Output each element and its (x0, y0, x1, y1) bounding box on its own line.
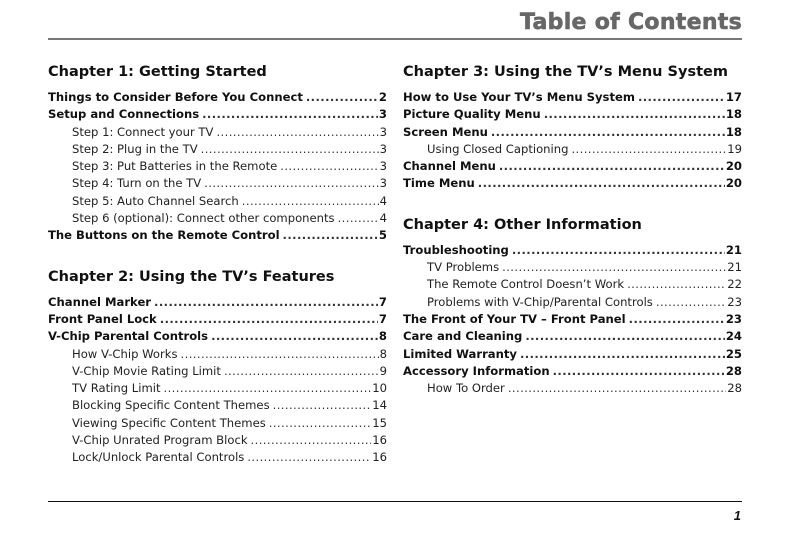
toc-entry-page: 3 (378, 107, 387, 122)
toc-entry[interactable] (403, 175, 742, 192)
toc-entry-title: How to Use Your TV’s Menu System (403, 90, 635, 104)
toc-entry[interactable] (48, 227, 387, 244)
toc-entry-title: Step 5: Auto Channel Search (72, 193, 239, 208)
dot-leader (269, 415, 371, 432)
dot-leader (154, 294, 378, 311)
toc-entry-page: 28 (727, 381, 742, 396)
dot-leader (306, 89, 378, 106)
toc-entry-page: 19 (727, 141, 742, 156)
toc-entry-title: Troubleshooting (403, 242, 509, 257)
dot-leader (181, 346, 379, 363)
toc-entry-title: Care and Cleaning (403, 329, 523, 344)
dot-leader (211, 328, 378, 345)
toc-entry-title: The Buttons on the Remote Control (48, 228, 280, 243)
toc-entry-page: 10 (372, 381, 387, 396)
toc-entry-title: Setup and Connections (48, 107, 200, 122)
toc-entry-page: 15 (372, 415, 387, 430)
toc-entry-page: 23 (725, 311, 742, 326)
toc-entry-title: The Front of Your TV – Front Panel (403, 311, 626, 326)
toc-entry-title: V-Chip Parental Controls (48, 329, 209, 344)
dot-leader (204, 175, 378, 192)
toc-entry-page: 21 (727, 260, 742, 275)
toc-entry[interactable] (48, 89, 387, 106)
dot-leader (280, 158, 378, 175)
toc-entry-page: 20 (725, 159, 742, 174)
toc-entry-page: 28 (725, 363, 742, 378)
chapter-section (48, 62, 387, 245)
toc-entry-page: 3 (379, 159, 387, 174)
dot-leader (251, 432, 372, 449)
toc-subentry[interactable] (403, 276, 742, 293)
toc-entry-page: 4 (379, 193, 387, 208)
toc-entry[interactable] (48, 328, 387, 345)
dot-leader (283, 227, 378, 244)
toc-entry-page: 2 (378, 90, 387, 104)
page-number: 1 (733, 508, 741, 523)
toc-subentry[interactable] (48, 175, 387, 192)
dot-leader (499, 158, 725, 175)
dot-leader (160, 311, 378, 328)
toc-entry-title: Lock/Unlock Parental Controls (72, 450, 245, 465)
toc-subentry[interactable] (48, 363, 387, 380)
toc-entry-title: V-Chip Movie Rating Limit (72, 363, 221, 378)
toc-entry-title: Accessory Information (403, 363, 550, 378)
toc-entry-title: Channel Menu (403, 159, 496, 174)
toc-entry-page: 16 (372, 450, 387, 465)
toc-entry[interactable] (48, 294, 387, 311)
toc-subentry[interactable] (48, 124, 387, 141)
toc-entry-page: 20 (725, 176, 742, 191)
dot-leader (202, 106, 378, 123)
toc-entry-title: Channel Marker (48, 294, 152, 309)
footer-divider (48, 501, 742, 502)
dot-leader (629, 311, 725, 328)
toc-entry-page: 7 (378, 294, 387, 309)
dot-leader (638, 89, 725, 106)
toc-subentry[interactable] (403, 380, 742, 397)
toc-entry-list (48, 294, 387, 467)
toc-entry-page: 25 (725, 346, 742, 361)
toc-entry-title: Step 2: Plug in the TV (72, 141, 198, 156)
dot-leader (571, 141, 726, 158)
toc-entry-title: How To Order (427, 381, 505, 396)
dot-leader (525, 328, 725, 345)
toc-entry-page: 9 (379, 363, 387, 378)
toc-subentry[interactable] (48, 432, 387, 449)
toc-subentry[interactable] (48, 449, 387, 466)
toc-entry-title: Step 6 (optional): Connect other components (72, 211, 335, 226)
toc-subentry[interactable] (48, 346, 387, 363)
chapter-section (403, 62, 742, 193)
toc-entry[interactable] (48, 311, 387, 328)
dot-leader (512, 242, 725, 259)
toc-entry-list (403, 89, 742, 193)
chapter-section (48, 267, 387, 467)
toc-entry-title: Time Menu (403, 176, 475, 191)
toc-subentry[interactable] (48, 158, 387, 175)
toc-entry[interactable] (403, 346, 742, 363)
toc-subentry[interactable] (403, 294, 742, 311)
dot-leader (502, 259, 726, 276)
toc-entry-title: Screen Menu (403, 124, 488, 139)
toc-entry-title: Step 4: Turn on the TV (72, 176, 202, 191)
dot-leader (242, 193, 379, 210)
toc-entry-title: TV Problems (427, 260, 500, 275)
toc-entry-page: 3 (379, 124, 387, 139)
toc-entry-page: 18 (725, 124, 742, 139)
toc-entry-title: Using Closed Captioning (427, 141, 569, 156)
toc-entry-title: Front Panel Lock (48, 311, 157, 326)
dot-leader (508, 380, 726, 397)
chapter-heading: Chapter 4: Other Information (403, 216, 642, 233)
toc-entry-page: 18 (725, 107, 742, 122)
toc-subentry[interactable] (403, 141, 742, 158)
toc-entry-title: Problems with V-Chip/Parental Controls (427, 294, 653, 309)
toc-subentry[interactable] (48, 210, 387, 227)
dot-leader (201, 141, 379, 158)
toc-entry-page: 8 (379, 346, 387, 361)
dot-leader (247, 449, 371, 466)
toc-entry-title: V-Chip Unrated Program Block (72, 433, 248, 448)
toc-entry-title: How V-Chip Works (72, 346, 178, 361)
toc-entry-title: Viewing Specific Content Themes (72, 415, 266, 430)
chapter-heading: Chapter 3: Using the TV’s Menu System (403, 64, 728, 80)
toc-entry[interactable] (403, 363, 742, 380)
toc-entry-list (403, 242, 742, 398)
dot-leader (224, 363, 379, 380)
toc-entry[interactable] (403, 106, 742, 123)
chapter-heading: Chapter 2: Using the TV’s Features (48, 268, 335, 285)
toc-entry-title: Blocking Specific Content Themes (72, 398, 270, 413)
toc-entry-page: 22 (727, 277, 742, 292)
toc-subentry[interactable] (48, 380, 387, 397)
toc-entry-title: Limited Warranty (403, 346, 517, 361)
toc-entry-page: 3 (379, 141, 387, 156)
dot-leader (520, 346, 725, 363)
chapter-section (403, 215, 742, 398)
dot-leader (491, 124, 725, 141)
chapter-heading: Chapter 1: Getting Started (48, 64, 267, 80)
dot-leader (478, 175, 725, 192)
toc-entry[interactable] (403, 124, 742, 141)
toc-entry-page: 7 (378, 311, 387, 326)
toc-entry-page: 24 (725, 329, 742, 344)
dot-leader (338, 210, 379, 227)
dot-leader (553, 363, 725, 380)
toc-entry-page: 23 (727, 294, 742, 309)
toc-subentry[interactable] (403, 259, 742, 276)
toc-entry-title: Step 3: Put Batteries in the Remote (72, 159, 278, 174)
toc-entry[interactable] (403, 328, 742, 345)
toc-entry-page: 21 (725, 242, 742, 257)
toc-entry[interactable] (403, 89, 742, 106)
toc-entry-list (48, 89, 387, 245)
header-divider (48, 38, 742, 40)
dot-leader (544, 106, 725, 123)
toc-subentry[interactable] (48, 415, 387, 432)
toc-entry-page: 16 (372, 433, 387, 448)
toc-entry-page: 17 (725, 90, 742, 104)
toc-subentry[interactable] (48, 193, 387, 210)
toc-entry-page: 14 (372, 398, 387, 413)
toc-entry-title: Picture Quality Menu (403, 107, 541, 122)
toc-entry-title: TV Rating Limit (72, 381, 161, 396)
toc-entry-page: 5 (378, 228, 387, 243)
toc-subentry[interactable] (48, 141, 387, 158)
toc-column-right (403, 62, 742, 419)
toc-entry-title: Step 1: Connect your TV (72, 124, 214, 139)
toc-entry-page: 8 (378, 329, 387, 344)
toc-entry[interactable] (403, 158, 742, 175)
dot-leader (164, 380, 372, 397)
toc-entry-page: 4 (379, 211, 387, 226)
dot-leader (656, 294, 726, 311)
toc-entry-page: 3 (379, 176, 387, 191)
dot-leader (273, 397, 372, 414)
toc-entry[interactable] (48, 106, 387, 123)
toc-column-left (48, 62, 387, 489)
toc-entry-title: Things to Consider Before You Connect (48, 90, 303, 104)
toc-entry[interactable] (403, 242, 742, 259)
dot-leader (627, 276, 726, 293)
toc-entry-title: The Remote Control Doesn’t Work (427, 277, 625, 292)
toc-entry[interactable] (403, 311, 742, 328)
dot-leader (216, 124, 378, 141)
toc-subentry[interactable] (48, 397, 387, 414)
page-title: Table of Contents (520, 10, 742, 35)
